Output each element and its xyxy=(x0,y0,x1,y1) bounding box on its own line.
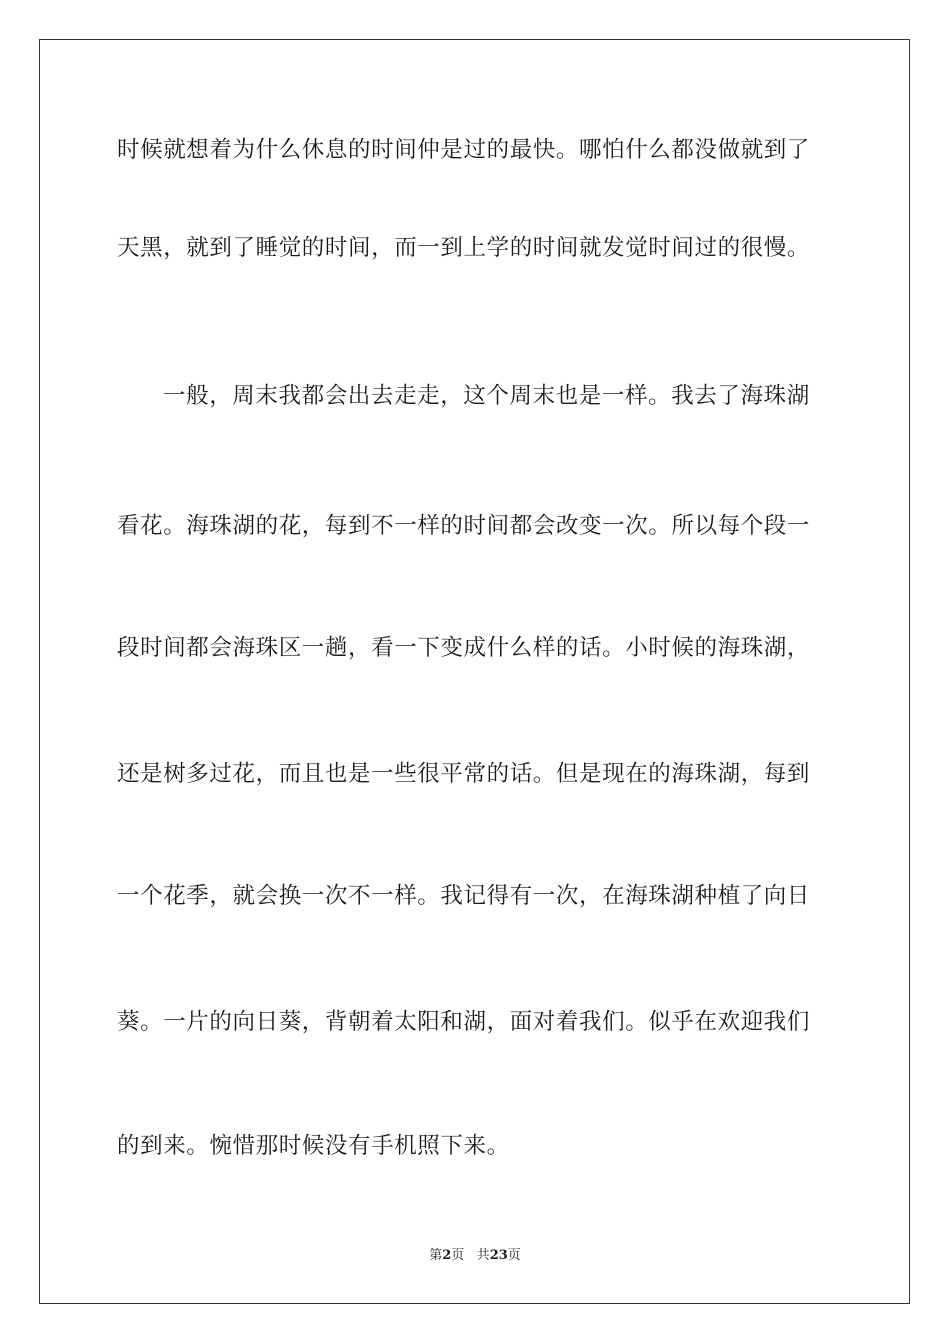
footer-total-suffix: 页 xyxy=(507,1248,521,1263)
footer-total-prefix: 共 xyxy=(476,1248,490,1263)
text-line-2: 天黑，就到了睡觉的时间，而一到上学的时间就发觉时间过的很慢。 xyxy=(117,235,811,261)
text-line-9: 的到来。惋惜那时候没有手机照下来。 xyxy=(117,1133,510,1159)
text-line-1: 时候就想着为什么休息的时间仲是过的最快。哪怕什么都没做就到了 xyxy=(117,137,811,163)
footer-page-prefix: 第 xyxy=(429,1248,443,1263)
text-line-3: 一般，周末我都会出去走走，这个周末也是一样。我去了海珠湖 xyxy=(163,383,810,409)
footer-page-suffix: 页 xyxy=(451,1248,465,1263)
text-line-8: 葵。一片的向日葵，背朝着太阳和湖，面对着我们。似乎在欢迎我们 xyxy=(117,1009,811,1035)
page-frame xyxy=(39,39,910,1304)
page-footer xyxy=(0,1247,950,1265)
text-line-6: 还是树多过花，而且也是一些很平常的话。但是现在的海珠湖，每到 xyxy=(117,761,811,787)
footer-total-pages: 23 xyxy=(489,1248,508,1263)
text-line-4: 看花。海珠湖的花，每到不一样的时间都会改变一次。所以每个段一 xyxy=(117,513,811,539)
text-line-7: 一个花季，就会换一次不一样。我记得有一次，在海珠湖种植了向日 xyxy=(117,883,811,909)
footer-page-number: 2 xyxy=(442,1248,452,1263)
text-line-5: 段时间都会海珠区一趟，看一下变成什么样的话。小时候的海珠湖， xyxy=(117,635,811,661)
